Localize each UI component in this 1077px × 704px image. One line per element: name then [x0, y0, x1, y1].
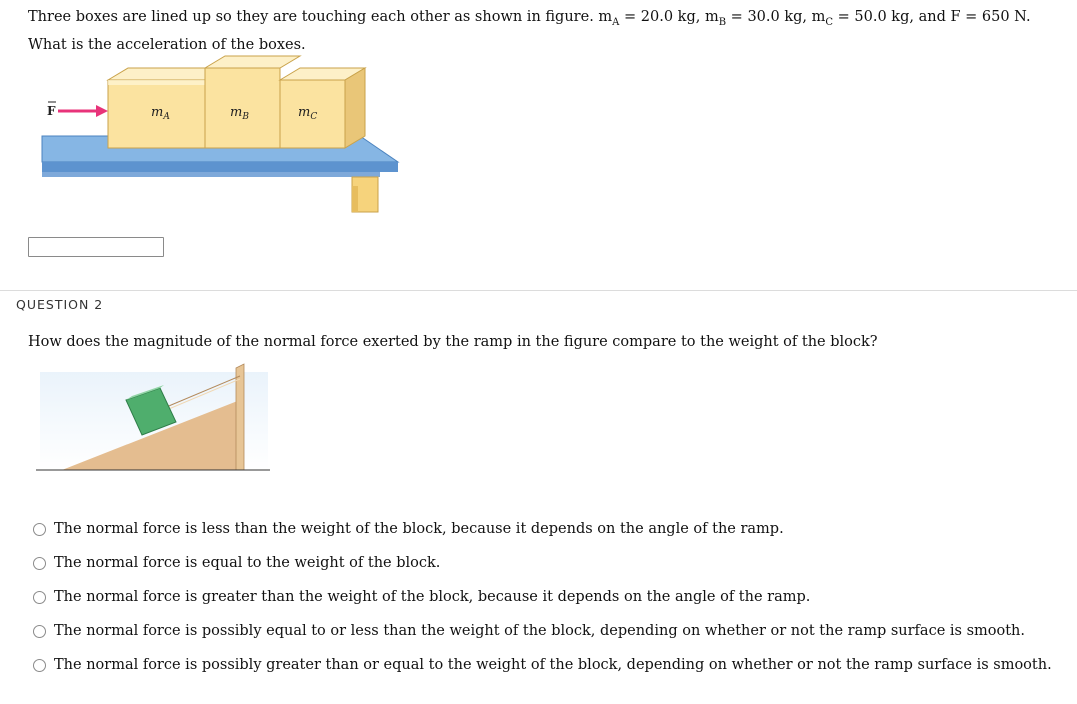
box-b-top — [205, 56, 300, 68]
question1-text: Three boxes are lined up so they are touching each other as shown in figure. $m_A = 20.0$ kg, $m_B = 30.0$ kg, $m_C = 50.0$ kg, and F = 650 N. What is the acceleration of the boxes. — [28, 9, 1031, 53]
option-2[interactable] — [33, 546, 1052, 580]
box-b-label: $m_B$ — [230, 105, 249, 122]
option-label: The normal force is greater than the weight of the block, because it depends on the angle of the ramp. — [54, 589, 811, 605]
table-front — [42, 162, 398, 172]
box-c-label: $m_C$ — [298, 105, 318, 122]
radio-button[interactable] — [33, 557, 46, 570]
option-4[interactable] — [33, 614, 1052, 648]
question2-title: QUESTION 2 — [16, 297, 104, 312]
option-label: The normal force is equal to the weight of the block. — [54, 555, 441, 571]
radio-button[interactable] — [33, 591, 46, 604]
radio-button[interactable] — [33, 523, 46, 536]
ramp-figure — [36, 360, 272, 474]
option-5[interactable] — [33, 648, 1052, 682]
box-c-side — [345, 68, 365, 148]
option-label: The normal force is less than the weight of the block, because it depends on the angle of the ramp. — [54, 521, 784, 537]
box-b — [205, 68, 280, 148]
boxes-figure — [38, 50, 400, 215]
table-front-shade — [42, 172, 380, 177]
radio-button[interactable] — [33, 625, 46, 638]
box-a-label: $m_A$ — [151, 105, 170, 122]
question2-text: How does the magnitude of the normal force exerted by the ramp in the figure compare to the weight of the block? — [28, 334, 878, 350]
radio-button[interactable] — [33, 659, 46, 672]
option-label: The normal force is possibly greater than or equal to the weight of the block, depending on whether or not the ramp surface is smooth. — [54, 657, 1052, 673]
option-1[interactable] — [33, 512, 1052, 546]
answer-input[interactable] — [28, 237, 164, 257]
section-divider — [0, 290, 1077, 291]
option-3[interactable] — [33, 580, 1052, 614]
answer-options — [33, 512, 1052, 682]
force-arrowhead — [96, 105, 108, 117]
force-label: F — [47, 104, 56, 118]
option-label: The normal force is possibly equal to or less than the weight of the block, depending on whether or not the ramp surface is smooth. — [54, 623, 1025, 639]
